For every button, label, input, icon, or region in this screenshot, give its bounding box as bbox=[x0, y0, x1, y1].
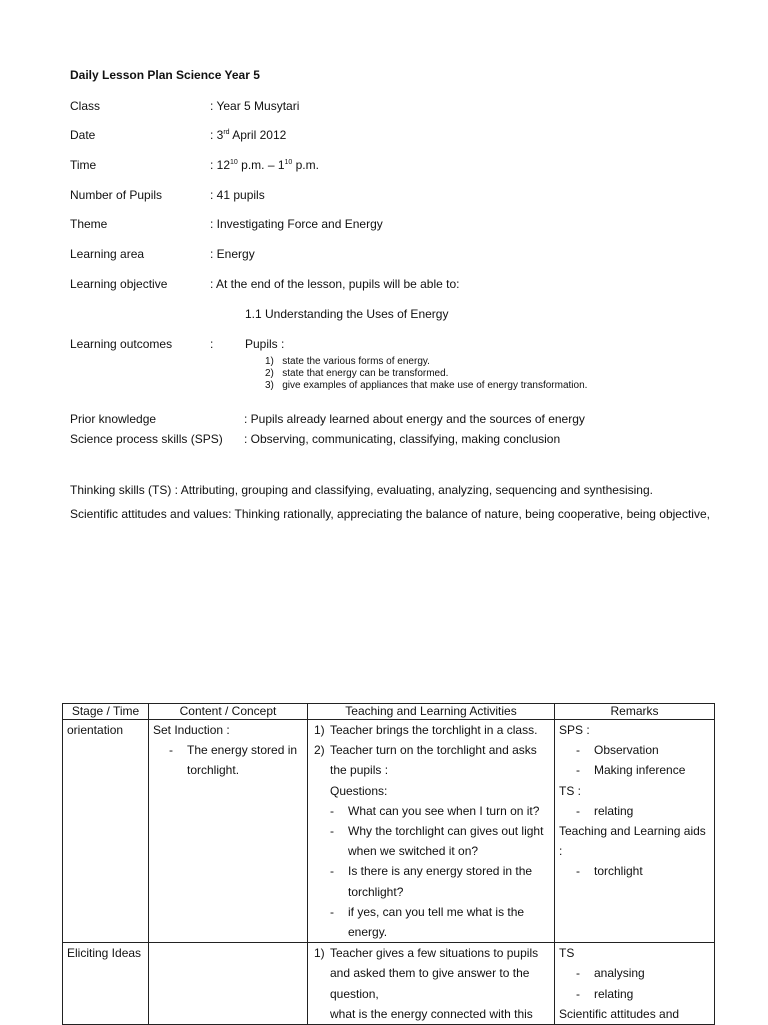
time-label: Time bbox=[70, 158, 97, 172]
outcomes-intro: Pupils : bbox=[245, 337, 285, 351]
remark-heading: Scientific attitudes and bbox=[559, 1006, 680, 1021]
remark-heading: TS : bbox=[559, 783, 582, 798]
remark-item: - relating bbox=[576, 986, 634, 1001]
table-row bbox=[63, 943, 715, 1025]
activity-item: 1) Teacher brings the torchlight in a class. bbox=[314, 723, 538, 737]
objective-item: 1.1 Understanding the Uses of Energy bbox=[245, 307, 449, 321]
remark-item: - analysing bbox=[576, 966, 645, 981]
prior-value: : Pupils already learned about energy and the sources of energy bbox=[244, 412, 585, 426]
question-cont: when we switched it on? bbox=[348, 844, 479, 859]
content-item: - The energy stored in bbox=[169, 743, 298, 758]
question-cont: torchlight? bbox=[348, 884, 404, 899]
objective-value: : At the end of the lesson, pupils will be able to: bbox=[210, 277, 460, 291]
pupils-label: Number of Pupils bbox=[70, 188, 163, 202]
content-item-cont: torchlight. bbox=[187, 763, 240, 778]
date-label: Date bbox=[70, 128, 96, 142]
outcome-item: 2) state that energy can be transformed. bbox=[265, 368, 449, 379]
sps-label: Science process skills (SPS) bbox=[70, 432, 223, 446]
activity-cont: the pupils : bbox=[330, 763, 389, 778]
document-title: Daily Lesson Plan Science Year 5 bbox=[70, 68, 260, 82]
table-header-row bbox=[63, 704, 715, 720]
remark-heading: Teaching and Learning aids bbox=[559, 824, 706, 839]
area-value: : Energy bbox=[210, 247, 255, 261]
remark-item: - torchlight bbox=[576, 864, 643, 879]
question-item: - Is there is any energy stored in the bbox=[330, 864, 533, 879]
lesson-table bbox=[62, 703, 715, 1025]
activities-cell bbox=[308, 943, 555, 1025]
sps-value: : Observing, communicating, classifying, making conclusion bbox=[244, 432, 561, 446]
table-row bbox=[63, 720, 715, 943]
remarks-cell bbox=[555, 943, 715, 1025]
header-activities: Teaching and Learning Activities bbox=[308, 704, 555, 720]
remark-heading: SPS : bbox=[559, 723, 590, 737]
question-item: - Why the torchlight can gives out light bbox=[330, 824, 544, 839]
outcome-item: 3) give examples of appliances that make use of energy transformation. bbox=[265, 380, 588, 391]
remark-colon: : bbox=[559, 844, 563, 859]
activity-item: 1) Teacher gives a few situations to pupils bbox=[314, 946, 539, 961]
question-item: - What can you see when I turn on it? bbox=[330, 803, 540, 818]
header-remarks: Remarks bbox=[555, 704, 715, 720]
questions-label: Questions: bbox=[330, 783, 388, 798]
outcome-item: 1) state the various forms of energy. bbox=[265, 356, 430, 367]
stage-cell: orientation bbox=[63, 720, 149, 943]
pupils-value: : 41 pupils bbox=[210, 188, 265, 202]
outcomes-label: Learning outcomes bbox=[70, 337, 173, 351]
activity-cont: question, bbox=[330, 986, 379, 1001]
remark-item: - relating bbox=[576, 803, 634, 818]
area-label: Learning area bbox=[70, 247, 145, 261]
activity-cont: and asked them to give answer to the bbox=[330, 966, 530, 981]
objective-label: Learning objective bbox=[70, 277, 168, 291]
stage-cell: Eliciting Ideas bbox=[63, 943, 149, 1025]
date-value: : 3rd April 2012 bbox=[210, 128, 287, 142]
activity-cont: what is the energy connected with this bbox=[330, 1006, 533, 1021]
activity-item: 2) Teacher turn on the torchlight and asks bbox=[314, 743, 537, 758]
question-cont: energy. bbox=[348, 925, 388, 940]
remarks-cell bbox=[555, 720, 715, 943]
activities-cell bbox=[308, 720, 555, 943]
remark-item: - Making inference bbox=[576, 763, 686, 778]
content-cell bbox=[149, 720, 308, 943]
thinking-skills-line: Thinking skills (TS) : Attributing, grouping and classifying, evaluating, analyzing, sequencing and synthesising. bbox=[70, 483, 653, 497]
content-cell bbox=[149, 943, 308, 1025]
content-intro: Set Induction : bbox=[153, 723, 230, 737]
remark-heading: TS bbox=[559, 946, 575, 961]
class-label: Class bbox=[70, 99, 101, 113]
prior-label: Prior knowledge bbox=[70, 412, 157, 426]
remark-item: - Observation bbox=[576, 743, 659, 758]
attitudes-line: Scientific attitudes and values: Thinking rationally, appreciating the balance of nature, being cooperative, being objective, bbox=[70, 507, 710, 521]
time-value: : $12^{10}$ p.m. – $1^{10}$ p.m. bbox=[210, 158, 319, 172]
header-stage: Stage / Time bbox=[63, 704, 149, 720]
outcomes-colon: : bbox=[210, 337, 214, 351]
question-item: - if yes, can you tell me what is the bbox=[330, 904, 525, 919]
theme-label: Theme bbox=[70, 217, 108, 231]
class-value: : Year 5 Musytari bbox=[210, 99, 300, 113]
theme-value: : Investigating Force and Energy bbox=[210, 217, 383, 231]
header-content: Content / Concept bbox=[149, 704, 308, 720]
